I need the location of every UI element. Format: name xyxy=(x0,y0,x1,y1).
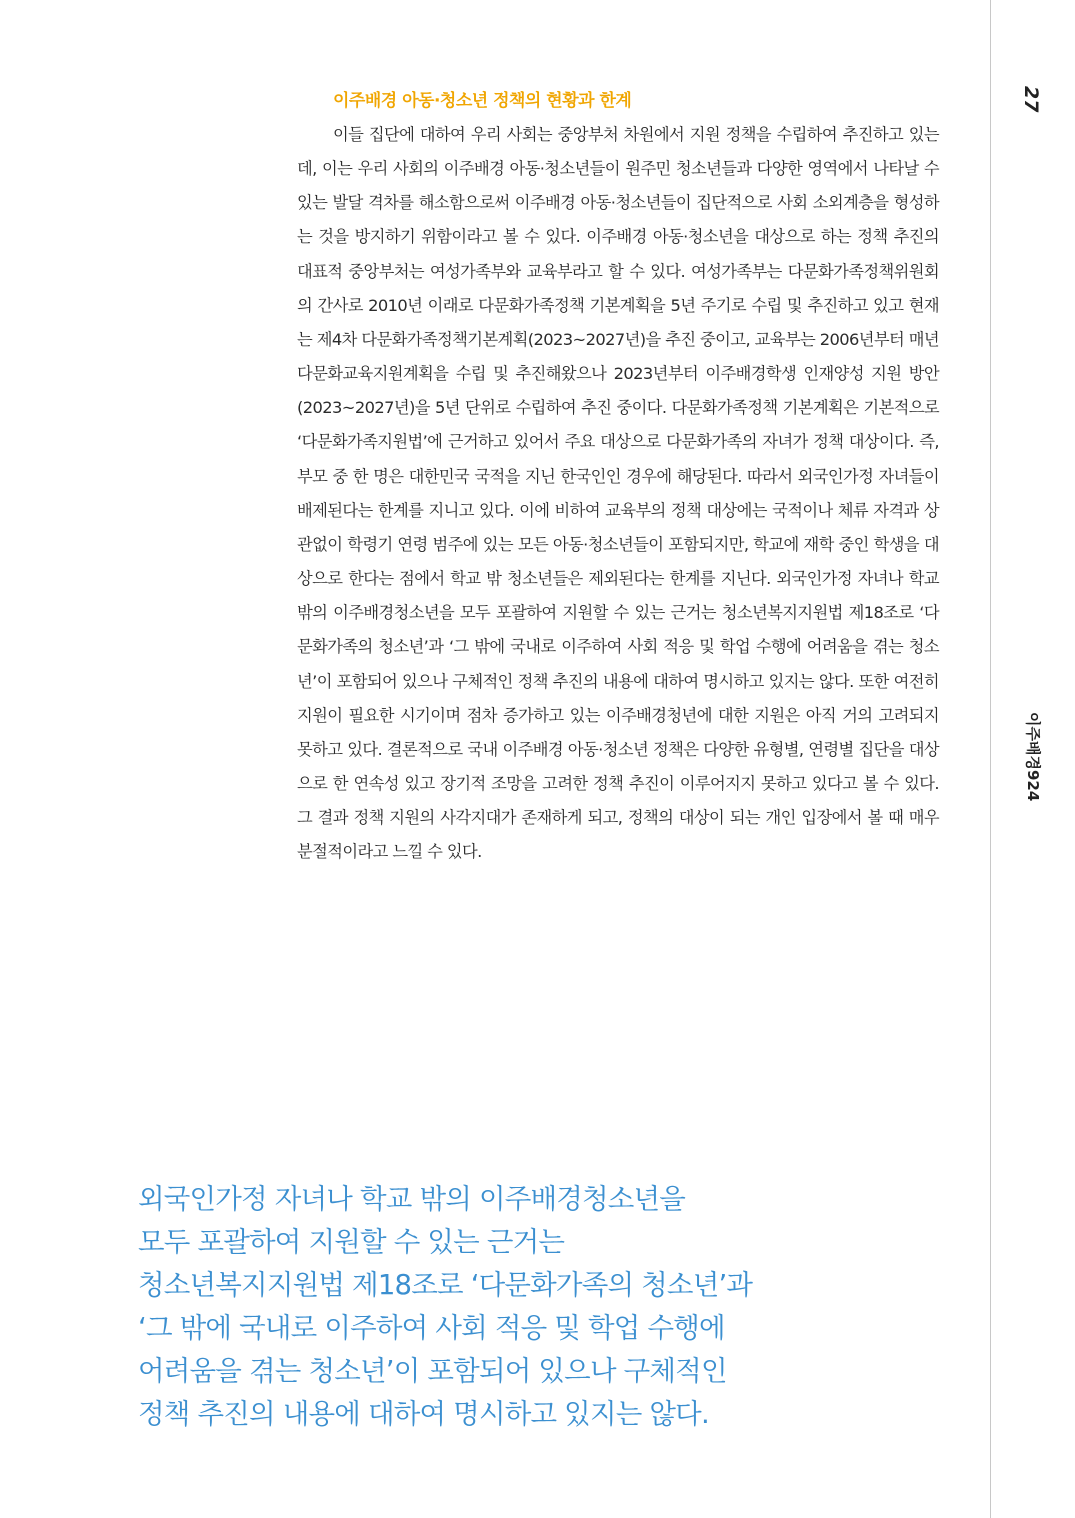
pull-quote-line: ‘그 밖에 국내로 이주하여 사회 적응 및 학업 수행에 xyxy=(138,1312,725,1344)
pull-quote-line: 정책 추진의 내용에 대하여 명시하고 있지는 않다. xyxy=(138,1398,709,1430)
pull-quote-line: 청소년복지지원법 제18조로 ‘다문화가족의 청소년’과 xyxy=(138,1269,753,1301)
pull-quote-line: 어려움을 겪는 청소년’이 포함되어 있으나 구체적인 xyxy=(138,1355,727,1387)
side-divider-line xyxy=(990,0,991,1518)
magazine-name: 이주배경924 xyxy=(1024,712,1042,802)
pull-quote-line: 외국인가정 자녀나 학교 밖의 이주배경청소년을 xyxy=(138,1183,686,1215)
pull-quote xyxy=(138,1178,978,1436)
section-heading: 이주배경 아동·청소년 정책의 현황과 한계 xyxy=(333,91,632,111)
page-number: 27 xyxy=(1020,86,1042,113)
article-body: 이들 집단에 대하여 우리 사회는 중앙부처 차원에서 지원 정책을 수립하여 추진하고 있는데, 이는 우리 사회의 이주배경 아동·청소년들이 원주민 청소년들과 다양한 영역에서 나타날 수 있는 발달 격차를 해소함으로써 이주배경 아동·청소년들이 집단적으로 사회 소외계층을 형성하는 것을 방지하기 위함이라고 볼 수 있다. 이주배경 아동·청소년을 대상으로 하는 정책 추진의 대표적 중앙부처는 여성가족부와 교육부라고 할 수 있다. 여성가족부는 다문화가족정책위원회의 간사로 2010년 이래로 다문화가족정책 기본계획을 5년 주기로 수립 및 추진하고 있고 현재는 제4차 다문화가족정책기본계획(2023~2027년)을 추진 중이고, 교육부는 2006년부터 매년 다문화교육지원계획을 수립 및 추진해왔으나 2023년부터 이주배경학생 인재양성 지원 방안(2023~2027년)을 5년 단위로 수립하여 추진 중이다. 다문화가족정책 기본계획은 기본적으로 ‘다문화가족지원법’에 근거하고 있어서 주요 대상으로 다문화가족의 자녀가 정책 대상이다. 즉, 부모 중 한 명은 대한민국 국적을 지닌 한국인인 경우에 해당된다. 따라서 외국인가정 자녀들이 배제된다는 한계를 지니고 있다. 이에 비하여 교육부의 정책 대상에는 국적이나 체류 자격과 상관없이 학령기 연령 범주에 있는 모든 아동·청소년들이 포함되지만, 학교에 재학 중인 학생을 대상으로 한다는 점에서 학교 밖 청소년들은 제외된다는 한계를 지닌다. 외국인가정 자녀나 학교밖의 이주배경청소년을 모두 포괄하여 지원할 수 있는 근거는 청소년복지지원법 제18조로 ‘다문화가족의 청소년’과 ‘그 밖에 국내로 이주하여 사회 적응 및 학업 수행에 어려움을 겪는 청소년’이 포함되어 있으나 구체적인 정책 추진의 내용에 대하여 명시하고 있지는 않다. 또한 여전히 지원이 필요한 시기이며 점차 증가하고 있는 이주배경청년에 대한 지원은 아직 거의 고려되지 못하고 있다. 결론적으로 국내 이주배경 아동·청소년 정책은 다양한 유형별, 연령별 집단을 대상으로 한 연속성 있고 장기적 조망을 고려한 정책 추진이 이루어지지 못하고 있다고 볼 수 있다. 그 결과 정책 지원의 사각지대가 존재하게 되고, 정책의 대상이 되는 개인 입장에서 볼 때 매우 분절적이라고 느낄 수 있다. xyxy=(297,125,939,862)
pull-quote-line: 모두 포괄하여 지원할 수 있는 근거는 xyxy=(138,1226,565,1258)
